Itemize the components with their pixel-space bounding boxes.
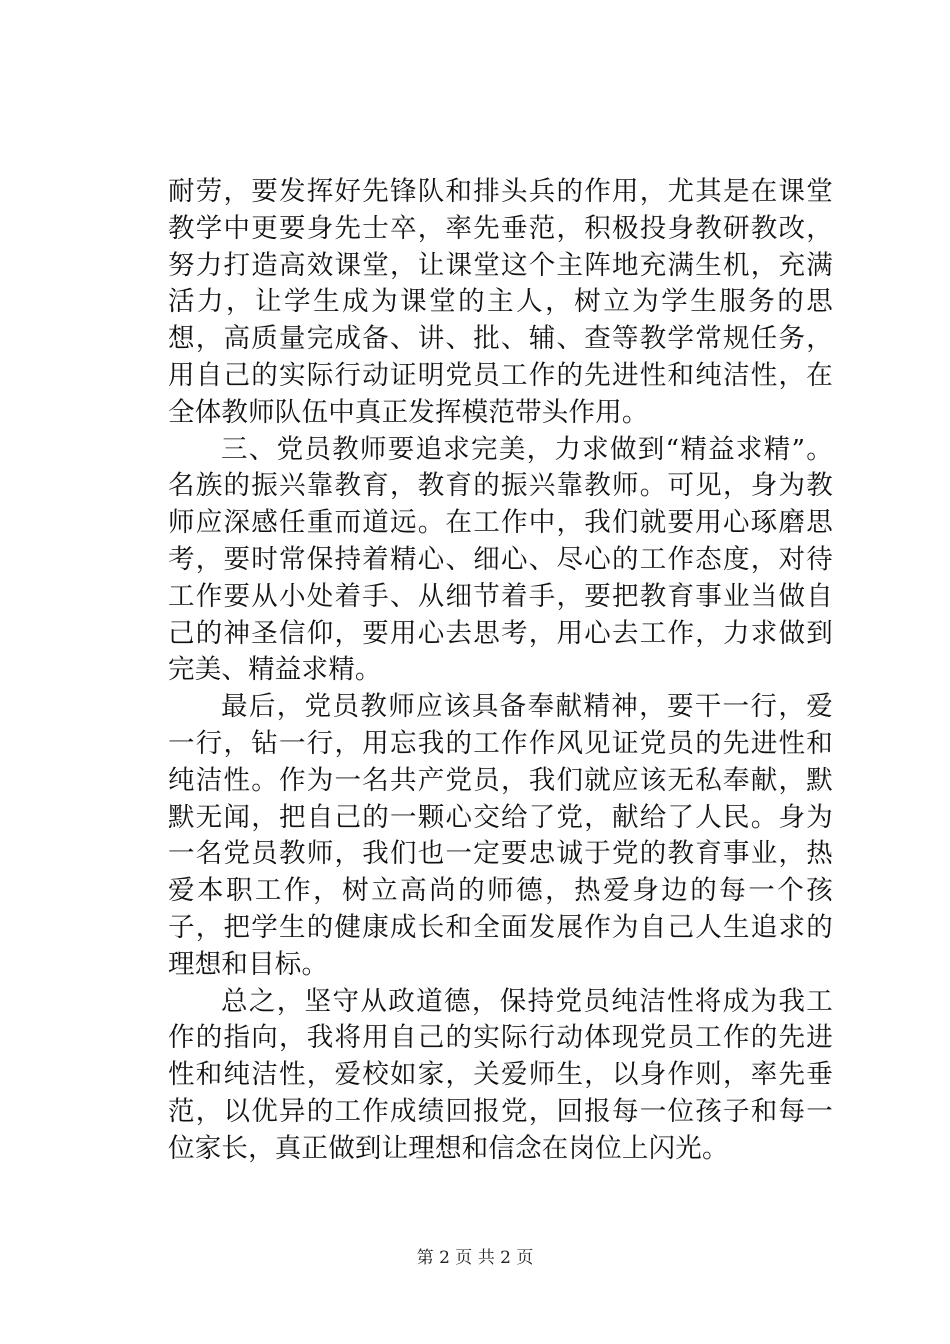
paragraph-2: 三、党员教师要追求完美，力求做到“精益求精”。名族的振兴靠教育，教育的振兴靠教师。可见，身为教师应深感任重而道远。在工作中，我们就要用心琢磨思考，要时常保持着精心、细心、尽心的工作态度，对待工作要从小处着手、从细节着手，要把教育事业当做自己的神圣信仰，要用心去思考，用心去工作，力求做到完美、精益求精。 [168,433,833,686]
paragraph-4: 总之，坚守从政道德，保持党员纯洁性将成为我工作的指向，我将用自己的实际行动体现党员工作的先进性和纯洁性，爱校如家，关爱师生，以身作则，率先垂范，以优异的工作成绩回报党，回报每一位孩子和每一位家长，真正做到让理想和信念在岗位上闪光。 [168,985,833,1164]
document-body [168,174,833,1168]
paragraph-1: 耐劳，要发挥好先锋队和排头兵的作用，尤其是在课堂教学中更要身先士卒，率先垂范，积极投身教研教改，努力打造高效课堂，让课堂这个主阵地充满生机，充满活力，让学生成为课堂的主人，树立为学生服务的思想，高质量完成备、讲、批、辅、查等教学常规任务，用自己的实际行动证明党员工作的先进性和纯洁性，在全体教师队伍中真正发挥模范带头作用。 [168,176,833,428]
page-footer: 第 2 页 共 2 页 [416,1248,534,1268]
paragraph-3: 最后，党员教师应该具备奉献精神，要干一行，爱一行，钻一行，用忘我的工作作风见证党员的先进性和纯洁性。作为一名共产党员，我们就应该无私奉献，默默无闻，把自己的一颗心交给了党，献给了人民。身为一名党员教师，我们也一定要忠诚于党的教育事业，热爱本职工作，树立高尚的师德，热爱身边的每一个孩子，把学生的健康成长和全面发展作为自己人生追求的理想和目标。 [168,691,833,980]
